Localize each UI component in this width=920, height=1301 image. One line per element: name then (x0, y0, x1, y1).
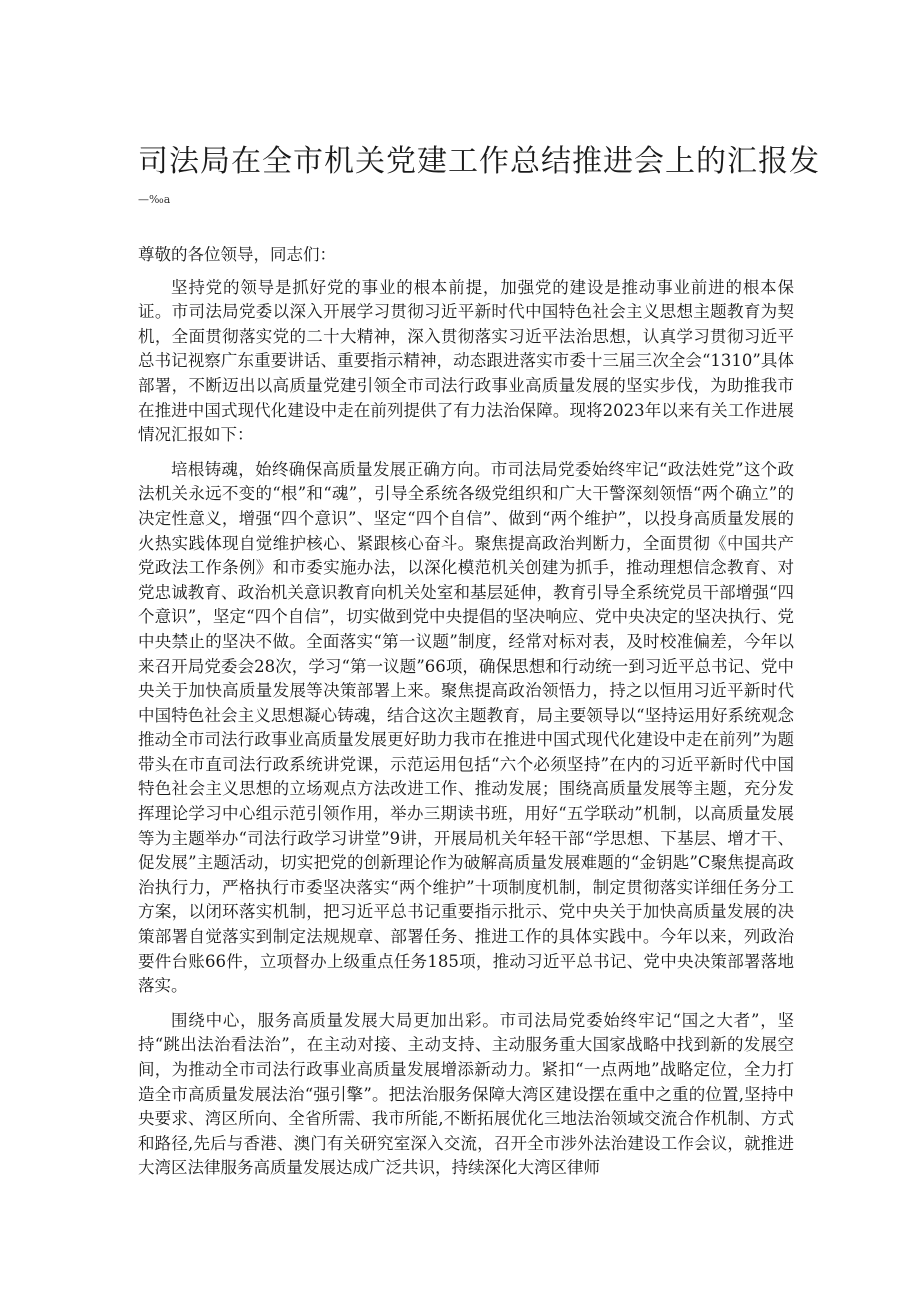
document-subtitle: —‰a (138, 193, 171, 206)
paragraph-political-direction: 培根铸魂，始终确保高质量发展正确方向。市司法局党委始终牢记“政法姓党”这个政法机关永远不变的“根”和“魂”，引导全系统各级党组织和广大干警深刻领悟“两个确立”的决定性意义，增强“四个意识”、坚定“四个自信”、做到“两个维护”，以投身高质量发展的火热实践体现自觉维护核心、紧跟核心奋斗。聚焦提高政治判断力，全面贯彻《中国共产党政法工作条例》和市委实施办法，以深化模范机关创建为抓手，推动理想信念教育、对党忠诚教育、政治机关意识教育向机关处室和基层延伸，教育引导全系统党员干部增强“四个意识”，坚定“四个自信”，切实做到党中央提倡的坚决响应、党中央决定的坚决执行、党中央禁止的坚决不做。全面落实“第一议题”制度，经常对标对表，及时校准偏差，今年以来召开局党委会28次，学习“第一议题”66项，确保思想和行动统一到习近平总书记、党中央关于加快高质量发展等决策部署上来。聚焦提高政治领悟力，持之以恒用习近平新时代中国特色社会主义思想凝心铸魂，结合这次主题教育，局主要领导以“坚持运用好系统观念推动全市司法行政事业高质量发展更好助力我市在推进中国式现代化建设中走在前列”为题带头在市直司法行政系统讲党课，示范运用包括“六个必须坚持”在内的习近平新时代中国特色社会主义思想的立场观点方法改进工作、推动发展；围绕高质量发展等主题，充分发挥理论学习中心组示范引领作用，举办三期读书班，用好“五学联动”机制，以高质量发展等为主题举办“司法行政学习讲堂”9讲，开展局机关年轻干部“学思想、下基层、增才干、促发展”主题活动，切实把党的创新理论作为破解高质量发展难题的“金钥匙”C聚焦提高政治执行力，严格执行市委坚决落实“两个维护”十项制度机制，制定贯彻落实详细任务分工方案，以闭环落实机制，把习近平总书记重要指示批示、党中央关于加快高质量发展的决策部署自觉落实到制定法规规章、部署任务、推进工作的具体实践中。今年以来，列政治要件台账66件，立项督办上级重点任务185项，推动习近平总书记、党中央决策部署落地落实。 (138, 459, 794, 996)
salutation: 尊敬的各位领导，同志们： (138, 245, 336, 264)
document-body (138, 243, 794, 1191)
document-title: 司法局在全市机关党建工作总结推进会上的汇报发 (138, 144, 820, 179)
paragraph-serve-development: 围绕中心，服务高质量发展大局更加出彩。市司法局党委始终牢记“国之大者”，坚持“跳出法治看法治”，在主动对接、主动支持、主动服务重大国家战略中找到新的发展空间，为推动全市司法行政事业高质量发展增添新动力。紧扣“一点两地”战略定位，全力打造全市高质量发展法治“强引擎”。把法治服务保障大湾区建设摆在重中之重的位置,坚持中央要求、湾区所向、全省所需、我市所能,不断拓展优化三地法治领域交流合作机制、方式和路径,先后与香港、澳门有关研究室深入交流，召开全市涉外法治建设工作会议，就推进大湾区法律服务高质量发展达成广泛共识，持续深化大湾区律师 (138, 1010, 794, 1178)
paragraph-intro: 坚持党的领导是抓好党的事业的根本前提，加强党的建设是推动事业前进的根本保证。市司法局党委以深入开展学习贯彻习近平新时代中国特色社会主义思想主题教育为契机，全面贯彻落实党的二十大精神，深入贯彻落实习近平法治思想，认真学习贯彻习近平总书记视察广东重要讲话、重要指示精神，动态跟进落实市委十三届三次全会“1310”具体部署，不断迈出以高质量党建引领全市司法行政事业高质量发展的坚实步伐，为助推我市在推进中国式现代化建设中走在前列提供了有力法治保障。现将2023年以来有关工作进展情况汇报如下： (138, 277, 794, 445)
